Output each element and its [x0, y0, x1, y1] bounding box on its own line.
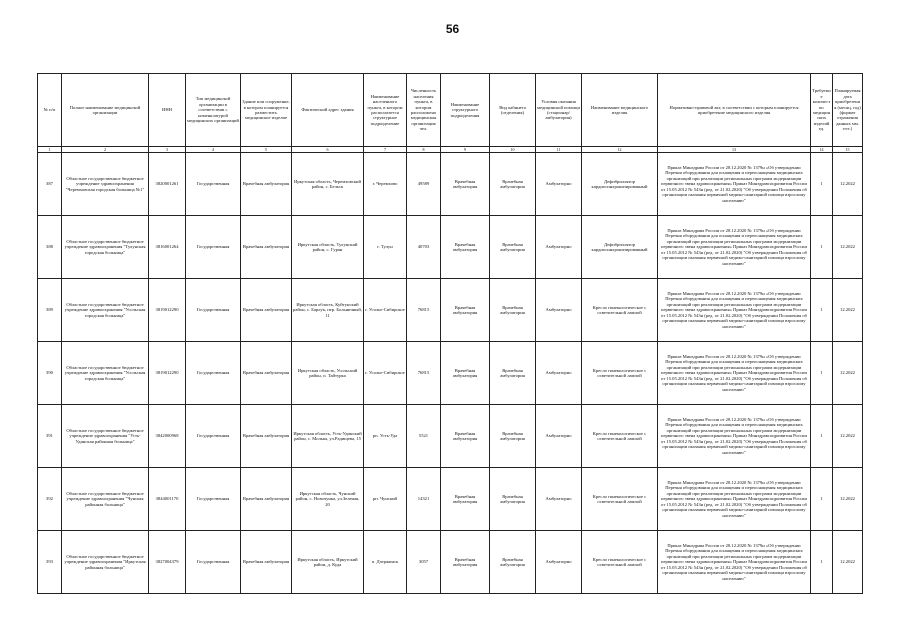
- purchase-date: 12.2022: [833, 468, 863, 531]
- device-name: Кресло гинекологическое с осветительной лампой: [582, 405, 658, 468]
- org-type: Государственная: [186, 468, 241, 531]
- quantity: 1: [811, 216, 833, 279]
- purchase-date: 12.2022: [833, 153, 863, 216]
- column-number: 10: [490, 147, 536, 153]
- org-name: Областное государственное бюджетное учреждение здравоохранения "Усольская городская больница": [62, 342, 149, 405]
- population: 5521: [407, 405, 441, 468]
- table-row: [38, 342, 863, 405]
- column-header: Требуемое количество медицинских изделий ед.: [811, 74, 833, 147]
- conditions: Амбулаторно: [536, 342, 582, 405]
- conditions: Амбулаторно: [536, 468, 582, 531]
- unit: Врачебная амбулатория: [441, 468, 490, 531]
- column-header: Вид кабинета (отделения): [490, 74, 536, 147]
- device-name: Дефибриллятор кардиосинхронизированный: [582, 153, 658, 216]
- row-number: 390: [38, 342, 62, 405]
- locality: г. Тулун: [364, 216, 407, 279]
- population: 76815: [407, 342, 441, 405]
- device-name: Дефибриллятор кардиосинхронизированный: [582, 216, 658, 279]
- table-row: [38, 405, 863, 468]
- building: Врачебная амбулатория: [241, 405, 292, 468]
- legal-act: Приказ Минздрава России от 28.12.2020 № 1379н «Об утверждении Перечня оборудования для оснащения и переоснащения медицинских организаций при реализации региональных программ модернизации первичного звена здравоохранения» Приказ Минздравсоцразвития России от 15.05.2012 № 543н (ред. от 21.02.2020) "Об утверждении Положения об организации оказания первичной медико-санитарной помощи взрослому населению": [658, 153, 811, 216]
- building: Врачебная амбулатория: [241, 342, 292, 405]
- unit: Врачебная амбулатория: [441, 405, 490, 468]
- column-number: 3: [149, 147, 186, 153]
- column-number: 7: [364, 147, 407, 153]
- inn: 3827004379: [149, 531, 186, 594]
- org-name: Областное государственное бюджетное учреждение здравоохранения "Черемховская городская больница №1": [62, 153, 149, 216]
- quantity: 1: [811, 279, 833, 342]
- address: Иркутская область, Усольский район, п. Тайтурка: [292, 342, 364, 405]
- column-header: ИНН: [149, 74, 186, 147]
- org-name: Областное государственное бюджетное учреждение здравоохранения "Тулунская городская больница": [62, 216, 149, 279]
- inn: 3820001261: [149, 153, 186, 216]
- conditions: Амбулаторно: [536, 279, 582, 342]
- column-header: Фактический адрес здания: [292, 74, 364, 147]
- legal-act: Приказ Минздрава России от 28.12.2020 № 1379н «Об утверждении Перечня оборудования для оснащения и переоснащения медицинских организаций при реализации региональных программ модернизации первичного звена здравоохранения» Приказ Минздравсоцразвития России от 15.05.2012 № 543н (ред. от 21.02.2020) "Об утверждении Положения об организации оказания первичной медико-санитарной помощи взрослому населению": [658, 405, 811, 468]
- device-name: Кресло гинекологическое с осветительной лампой: [582, 531, 658, 594]
- locality: г. Усолье-Сибирское: [364, 342, 407, 405]
- inn: 3844001170: [149, 468, 186, 531]
- table-row: [38, 468, 863, 531]
- building: Врачебная амбулатория: [241, 216, 292, 279]
- locality: рп. Усть-Уда: [364, 405, 407, 468]
- column-number: 14: [811, 147, 833, 153]
- org-name: Областное государственное бюджетное учреждение здравоохранения "Иркутская районная больница": [62, 531, 149, 594]
- address: Иркутская область, Тулунский район, с. Гуран: [292, 216, 364, 279]
- column-number: 12: [582, 147, 658, 153]
- column-header: Полное наименование медицинской организации: [62, 74, 149, 147]
- column-header: Нормативно-правовой акт, в соответствии с которым планируется приобретение медицинского изделия: [658, 74, 811, 147]
- table-body: [38, 153, 863, 594]
- row-number: 393: [38, 531, 62, 594]
- building: Врачебная амбулатория: [241, 531, 292, 594]
- purchase-date: 12.2022: [833, 405, 863, 468]
- row-number: 392: [38, 468, 62, 531]
- column-number: 1: [38, 147, 62, 153]
- org-name: Областное государственное бюджетное учреждение здравоохранения "Усть-Удинская районная больница": [62, 405, 149, 468]
- unit: Врачебная амбулатория: [441, 216, 490, 279]
- locality: г. Черемхово: [364, 153, 407, 216]
- legal-act: Приказ Минздрава России от 28.12.2020 № 1379н «Об утверждении Перечня оборудования для оснащения и переоснащения медицинских организаций при реализации региональных программ модернизации первичного звена здравоохранения» Приказ Минздравсоцразвития России от 15.05.2012 № 543н (ред. от 21.02.2020) "Об утверждении Положения об организации оказания первичной медико-санитарной помощи взрослому населению": [658, 279, 811, 342]
- quantity: 1: [811, 342, 833, 405]
- address: Иркутская область, Куйтунский район, с. Барлук, пер. Больничный, 11: [292, 279, 364, 342]
- address: Иркутская область, Усть-Удинский район, с. Молька, ул.Радищева, 15: [292, 405, 364, 468]
- table-row: [38, 216, 863, 279]
- quantity: 1: [811, 531, 833, 594]
- table-row: [38, 279, 863, 342]
- purchase-date: 12.2022: [833, 216, 863, 279]
- cabinet: Врачебная амбулатория: [490, 279, 536, 342]
- conditions: Амбулаторно: [536, 405, 582, 468]
- cabinet: Врачебная амбулатория: [490, 342, 536, 405]
- table-header-row: [38, 74, 863, 147]
- column-header: Здание или сооружение, в котором планируется разместить медицинское изделие: [241, 74, 292, 147]
- legal-act: Приказ Минздрава России от 28.12.2020 № 1379н «Об утверждении Перечня оборудования для оснащения и переоснащения медицинских организаций при реализации региональных программ модернизации первичного звена здравоохранения» Приказ Минздравсоцразвития России от 15.05.2012 № 543н (ред. от 21.02.2020) "Об утверждении Положения об организации оказания первичной медико-санитарной помощи взрослому населению": [658, 468, 811, 531]
- purchase-date: 12.2022: [833, 531, 863, 594]
- cabinet: Врачебная амбулатория: [490, 531, 536, 594]
- legal-act: Приказ Минздрава России от 28.12.2020 № 1379н «Об утверждении Перечня оборудования для оснащения и переоснащения медицинских организаций при реализации региональных программ модернизации первичного звена здравоохранения» Приказ Минздравсоцразвития России от 15.05.2012 № 543н (ред. от 21.02.2020) "Об утверждении Положения об организации оказания первичной медико-санитарной помощи взрослому населению": [658, 531, 811, 594]
- org-type: Государственная: [186, 216, 241, 279]
- building: Врачебная амбулатория: [241, 468, 292, 531]
- org-type: Государственная: [186, 531, 241, 594]
- org-type: Государственная: [186, 405, 241, 468]
- row-number: 388: [38, 216, 62, 279]
- population: 14321: [407, 468, 441, 531]
- inn: 3819012290: [149, 342, 186, 405]
- column-header: Наименование структурного подразделения: [441, 74, 490, 147]
- locality: рп. Чунский: [364, 468, 407, 531]
- column-number: 2: [62, 147, 149, 153]
- population: 40703: [407, 216, 441, 279]
- population: 49589: [407, 153, 441, 216]
- device-name: Кресло гинекологическое с осветительной лампой: [582, 468, 658, 531]
- legal-act: Приказ Минздрава России от 28.12.2020 № 1379н «Об утверждении Перечня оборудования для оснащения и переоснащения медицинских организаций при реализации региональных программ модернизации первичного звена здравоохранения» Приказ Минздравсоцразвития России от 15.05.2012 № 543н (ред. от 21.02.2020) "Об утверждении Положения об организации оказания первичной медико-санитарной помощи взрослому населению": [658, 216, 811, 279]
- org-name: Областное государственное бюджетное учреждение здравоохранения "Чунская районная больница": [62, 468, 149, 531]
- building: Врачебная амбулатория: [241, 153, 292, 216]
- cabinet: Врачебная амбулатория: [490, 468, 536, 531]
- building: Врачебная амбулатория: [241, 279, 292, 342]
- conditions: Амбулаторно: [536, 531, 582, 594]
- column-header: Наименование медицинского изделия: [582, 74, 658, 147]
- population: 76815: [407, 279, 441, 342]
- quantity: 1: [811, 468, 833, 531]
- column-number: 15: [833, 147, 863, 153]
- cabinet: Врачебная амбулатория: [490, 405, 536, 468]
- column-header: Наименование населенного пункта, в котором располагается структурное подразделение: [364, 74, 407, 147]
- locality: г. Усолье-Сибирское: [364, 279, 407, 342]
- column-header: Численность населения пункта, в котором расположено медицинская организация чел.: [407, 74, 441, 147]
- column-number: 11: [536, 147, 582, 153]
- cabinet: Врачебная амбулатория: [490, 216, 536, 279]
- address: Иркутская область, Чунский район, с. Новочунка, ул.Зеленая, 20: [292, 468, 364, 531]
- legal-act: Приказ Минздрава России от 28.12.2020 № 1379н «Об утверждении Перечня оборудования для оснащения и переоснащения медицинских организаций при реализации региональных программ модернизации первичного звена здравоохранения» Приказ Минздравсоцразвития России от 15.05.2012 № 543н (ред. от 21.02.2020) "Об утверждении Положения об организации оказания первичной медико-санитарной помощи взрослому населению": [658, 342, 811, 405]
- purchase-date: 12.2022: [833, 342, 863, 405]
- column-number: 13: [658, 147, 811, 153]
- conditions: Амбулаторно: [536, 216, 582, 279]
- page-number: 56: [445, 22, 460, 36]
- unit: Врачебная амбулатория: [441, 279, 490, 342]
- org-type: Государственная: [186, 342, 241, 405]
- column-number: 4: [186, 147, 241, 153]
- column-number: 5: [241, 147, 292, 153]
- column-number: 9: [441, 147, 490, 153]
- conditions: Амбулаторно: [536, 153, 582, 216]
- inn: 3819012290: [149, 279, 186, 342]
- column-number: 8: [407, 147, 441, 153]
- locality: п. Дзержинск: [364, 531, 407, 594]
- cabinet: Врачебная амбулатория: [490, 153, 536, 216]
- device-name: Кресло гинекологическое с осветительной лампой: [582, 279, 658, 342]
- address: Иркутская область, Иркутский район, д. Куда: [292, 531, 364, 594]
- row-number: 387: [38, 153, 62, 216]
- org-type: Государственная: [186, 153, 241, 216]
- inn: 3816001264: [149, 216, 186, 279]
- equipment-table: [37, 73, 863, 594]
- row-number: 389: [38, 279, 62, 342]
- column-header: Планируемая дата приобретения (месяц, год) (формат отражения данных мм. гггг.): [833, 74, 863, 147]
- table-row: [38, 153, 863, 216]
- table-row: [38, 531, 863, 594]
- inn: 3842000968: [149, 405, 186, 468]
- purchase-date: 12.2022: [833, 279, 863, 342]
- column-number: 6: [292, 147, 364, 153]
- unit: Врачебная амбулатория: [441, 342, 490, 405]
- org-name: Областное государственное бюджетное учреждение здравоохранения "Усольская городская больница": [62, 279, 149, 342]
- org-type: Государственная: [186, 279, 241, 342]
- address: Иркутская область, Черемховский район, с. Бельск: [292, 153, 364, 216]
- device-name: Кресло гинекологическое с осветительной лампой: [582, 342, 658, 405]
- unit: Врачебная амбулатория: [441, 531, 490, 594]
- row-number: 391: [38, 405, 62, 468]
- population: 3057: [407, 531, 441, 594]
- quantity: 1: [811, 153, 833, 216]
- unit: Врачебная амбулатория: [441, 153, 490, 216]
- column-header: Условия оказания медицинской помощи (стационар/амбулатория): [536, 74, 582, 147]
- column-header: № п/п: [38, 74, 62, 147]
- column-header: Тип медицинской организации в соответствии с номенклатурой медицинских организаций: [186, 74, 241, 147]
- quantity: 1: [811, 405, 833, 468]
